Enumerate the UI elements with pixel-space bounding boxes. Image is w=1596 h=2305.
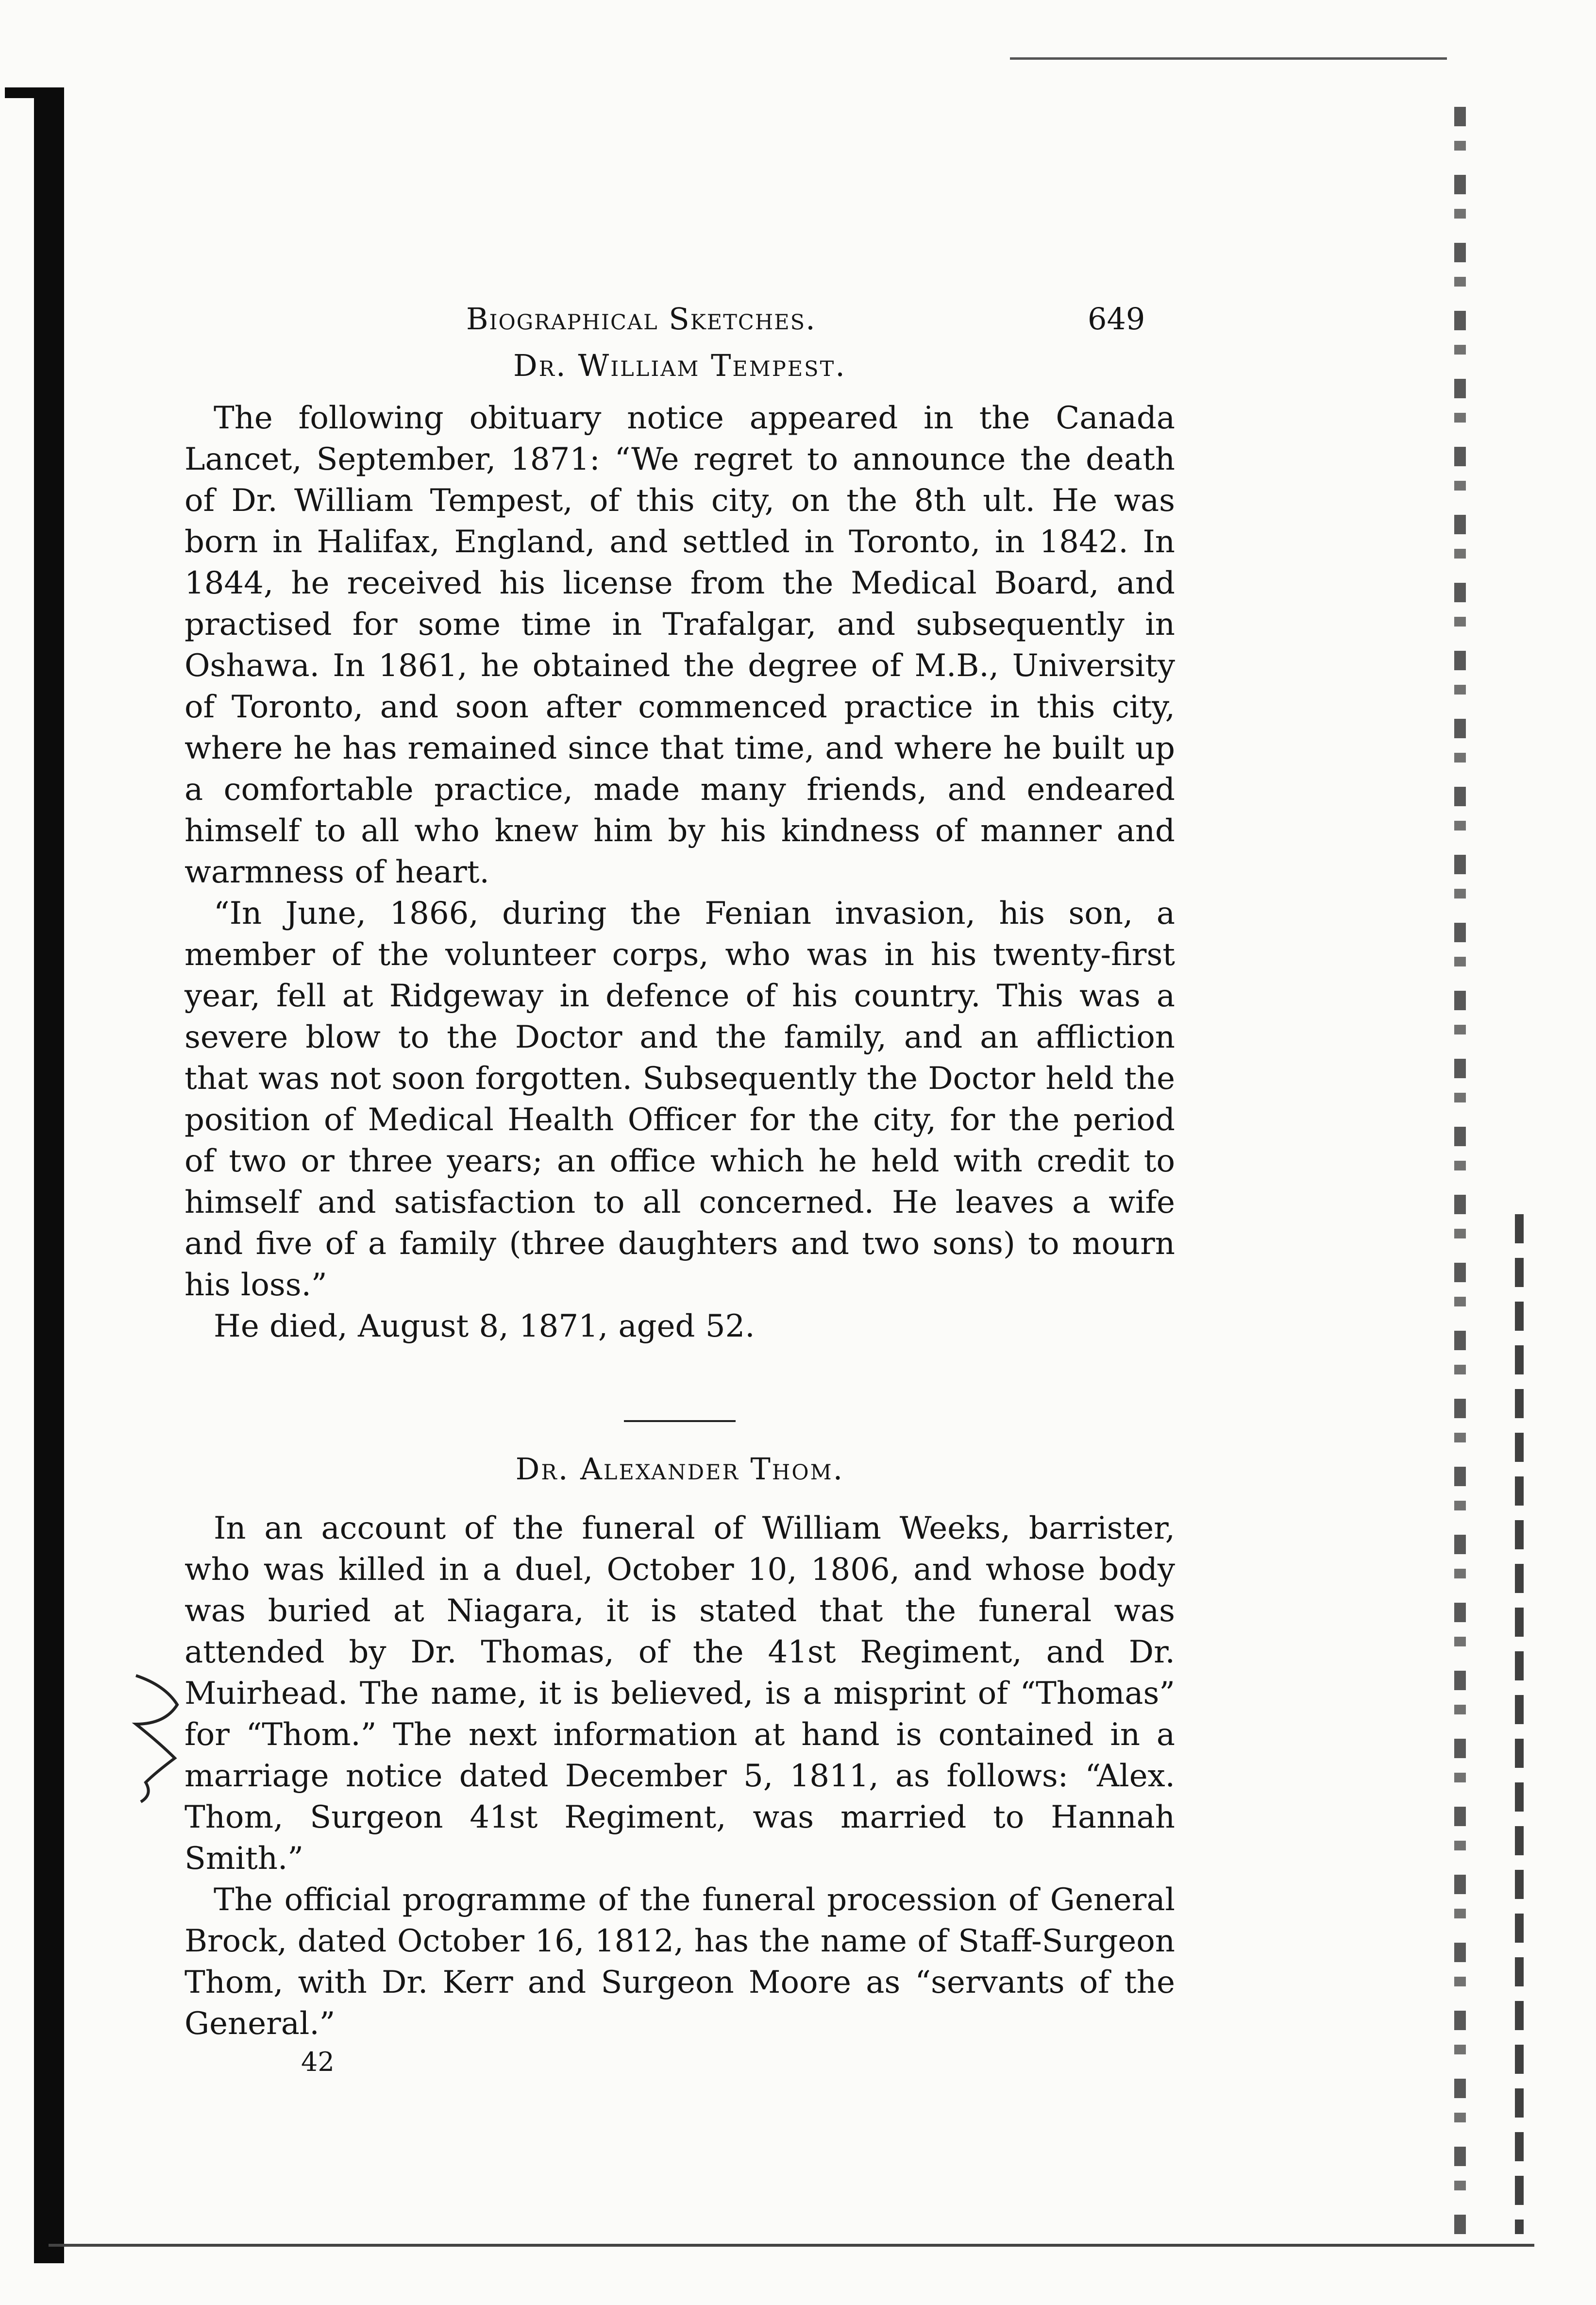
paragraph-tempest-2: “In June, 1866, during the Fenian invasion, his son, a member of the volunteer corps, who was in his twenty-first year, fell at Ridgeway in defence of his country. This was a severe blow to the Doctor and the family, and an affliction that was not soon forgotten. Subsequently the Doctor held the position of Medical Health Officer for the city, for the period of two or three years; an office which he held with credit to himself and satisfaction to all concerned. He leaves a wife and five of a family (three daughters and two sons) to mourn his loss.” — [185, 896, 1175, 1303]
paragraph-thom-1: In an account of the funeral of William Weeks, barrister, who was killed in a duel, October 10, 1806, and whose body was buried at Niagara, it is stated that the funeral was attended by Dr. Thomas, of the 41st Regiment, and Dr. Muirhead. The name, it is believed, is a misprint of “Thomas” for “Thom.” The next information at hand is contained in a marriage notice dated December 5, 1811, as follows: “Alex. Thom, Surgeon 41st Regiment, was married to Hannah Smith.” — [185, 1510, 1175, 1877]
scan-top-artifact — [1010, 57, 1447, 60]
paragraph-thom-2: The official programme of the funeral procession of General Brock, dated October 16, 1812, has the name of Staff-Surgeon Thom, with Dr. Kerr and Surgeon Moore as “servants of the General.” — [185, 1882, 1175, 2042]
signature-mark: 42 — [301, 2047, 335, 2077]
scan-bottom-artifact — [49, 2244, 1534, 2247]
scan-right-edge-artifact — [1454, 107, 1466, 2234]
handwritten-bracket-mark — [131, 1671, 185, 1807]
page-number: 649 — [1088, 301, 1145, 337]
section-heading-thom: Dr. Alexander Thom. — [515, 1451, 844, 1487]
scan-right-edge-artifact-2 — [1515, 1214, 1524, 2234]
section-heading-tempest: Dr. William Tempest. — [513, 348, 847, 383]
text-block — [185, 287, 1175, 2077]
paragraph-tempest-3: He died, August 8, 1871, aged 52. — [214, 1308, 755, 1344]
running-head — [185, 287, 1175, 337]
scan-edge-shadow — [34, 87, 64, 2263]
running-title: Biographical Sketches. — [466, 301, 816, 337]
paragraph-tempest-1: The following obituary notice appeared in the Canada Lancet, September, 1871: “We regret to announce the death of Dr. William Tempest, of this city, on the 8th ult. He was born in Halifax, England, and settled in Toronto, in 1842. In 1844, he received his license from the Medical Board, and practised for some time in Trafalgar, and subsequently in Oshawa. In 1861, he obtained the degree of M.B., University of Toronto, and soon after commenced practice in this city, where he has remained since that time, and where he built up a comfortable practice, made many friends, and endeared himself to all who knew him by his kindness of manner and warmness of heart. — [185, 400, 1175, 890]
section-divider — [624, 1420, 736, 1422]
